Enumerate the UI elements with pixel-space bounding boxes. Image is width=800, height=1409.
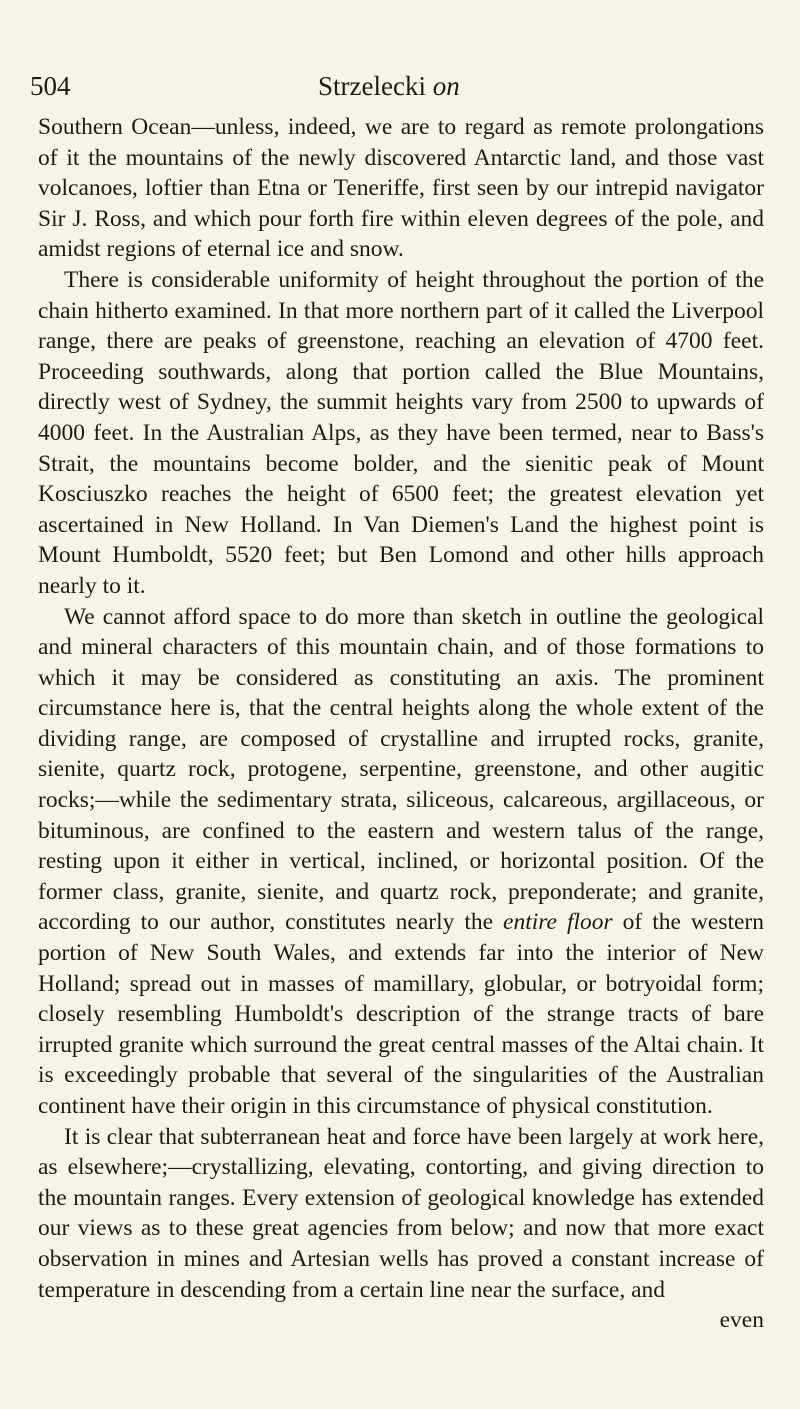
- paragraph-4-last-line: even: [719, 1307, 764, 1334]
- paragraph-3: [38, 602, 764, 1122]
- page-number: 504: [30, 71, 71, 101]
- running-head-title: Strzelecki: [318, 71, 426, 101]
- paragraph-3-part-2: of the western portion of New South Wales, and extends far into the interior of New Holland; spread out in masses of mamillary, globular, or botryoidal form; closely resembling Humboldt's description of the strange tracts of bare irrupted granite which surround the great central masses of the Altai chain. It is exceedingly probable that several of the singularities of the Australian continent have their origin in this circumstance of physical constitution.: [38, 909, 764, 1119]
- paragraph-2: There is considerable uniformity of height throughout the portion of the chain hitherto examined. In that more northern part of it called the Liverpool range, there are peaks of greenstone, reaching an elevation of 4700 feet. Proceeding southwards, along that portion called the Blue Mountains, directly west of Sydney, the summit heights vary from 2500 to upwards of 4000 feet. In the Australian Alps, as they have been termed, near to Bass's Strait, the mountains become bolder, and the sienitic peak of Mount Kosciuszko reaches the height of 6500 feet; the greatest elevation yet ascertained in New Holland. In Van Diemen's Land the highest point is Mount Humboldt, 5520 feet; but Ben Lomond and other hills approach nearly to it.: [38, 266, 764, 599]
- running-head-italic: on: [432, 71, 460, 101]
- paragraph-3-part-1: We cannot afford space to do more than sketch in outline the geological and mineral characters of this mountain chain, and of those formations to which it may be considered as constituting an axis. The prominent circumstance here is, that the central heights along the whole extent of the dividing range, are composed of crystalline and irrupted rocks, granite, sienite, quartz rock, protogene, serpentine, greenstone, and other augitic rocks;—while the sedimentary strata, siliceous, calcareous, argillaceous, or bituminous, are confined to the eastern and western talus of the range, resting upon it either in vertical, inclined, or horizontal position. Of the former class, granite, sienite, and quartz rock, preponderate; and granite, according to our author, constitutes nearly the: [38, 603, 764, 936]
- running-head: [318, 66, 460, 106]
- paragraph-4: It is clear that subterranean heat and force have been largely at work here, as elsewhere;—crystallizing, elevating, contorting, and giving direction to the mountain ranges. Every extension of geological knowledge has extended our views as to these great agencies from below; and now that more exact observation in mines and Artesian wells has proved a constant increase of temperature in descending from a certain line near the surface, and: [38, 1123, 764, 1303]
- paragraph-1: Southern Ocean—unless, indeed, we are to regard as remote prolongations of it the mountains of the newly discovered Antarctic land, and those vast volcanoes, loftier than Etna or Teneriffe, first seen by our intrepid navigator Sir J. Ross, and which pour forth fire within eleven degrees of the pole, and amidst regions of eternal ice and snow.: [38, 114, 764, 263]
- page-header: [30, 66, 770, 106]
- body-text: [38, 112, 764, 1336]
- paragraph-3-italic: entire floor: [503, 909, 613, 936]
